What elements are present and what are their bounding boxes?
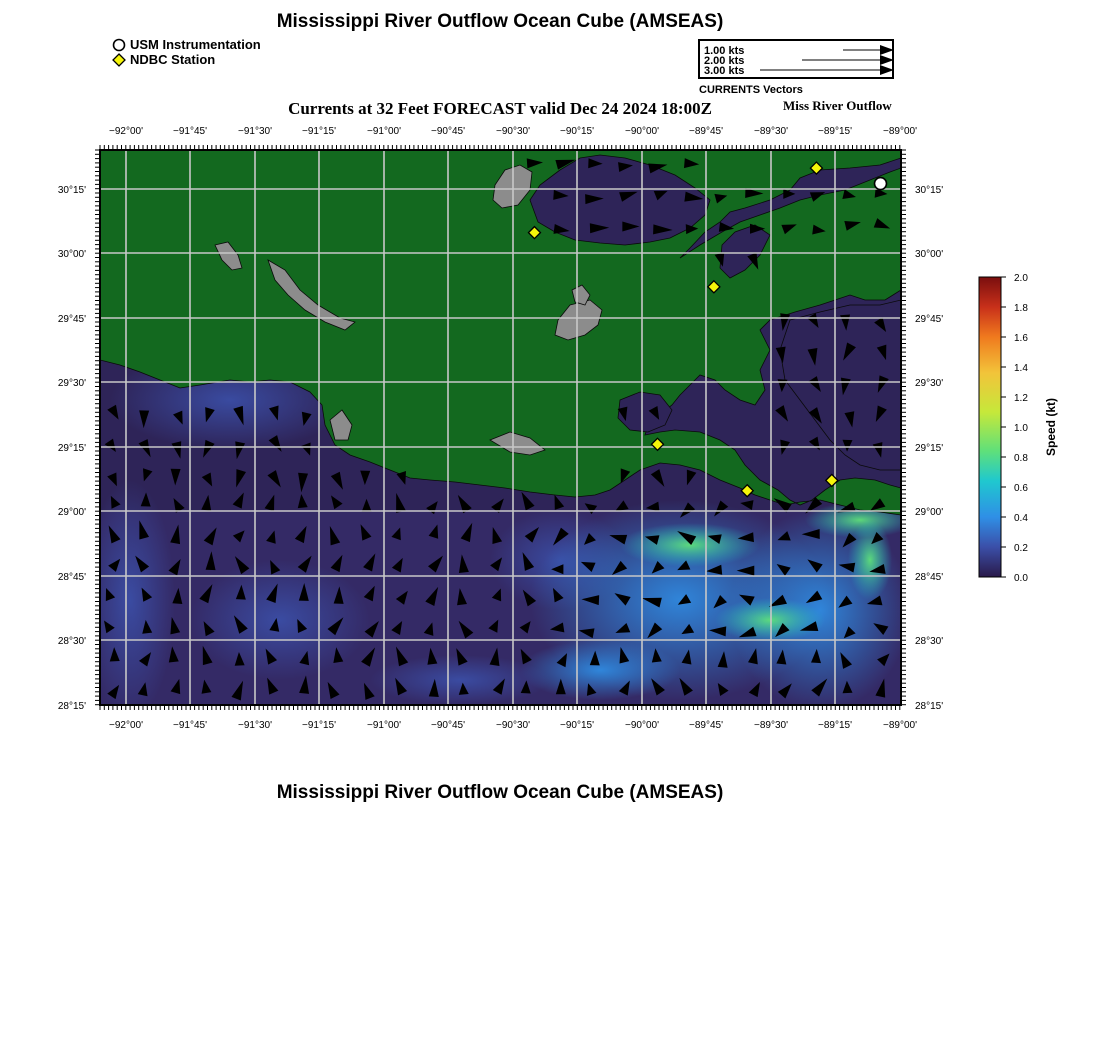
map-subtitle: Currents at 32 Feet FORECAST valid Dec 24 2024 18:00Z xyxy=(288,99,712,118)
lat-label: 29°45' xyxy=(915,314,944,325)
colorbar-label: 1.8 xyxy=(1014,303,1028,314)
lon-label: −91°15' xyxy=(302,126,336,137)
lat-label: 28°15' xyxy=(57,701,86,712)
lon-label: −89°30' xyxy=(754,720,788,731)
colorbar-label: 0.0 xyxy=(1014,573,1028,584)
region-label: Miss River Outflow xyxy=(783,98,892,113)
lon-label: −89°30' xyxy=(754,126,788,137)
colorbar-label: 0.2 xyxy=(1014,543,1028,554)
colorbar xyxy=(979,273,1058,584)
lat-label: 29°30' xyxy=(915,378,944,389)
lat-label: 30°15' xyxy=(57,185,86,196)
ocean-speed-patch xyxy=(715,598,825,642)
lat-label: 28°45' xyxy=(915,572,944,583)
lon-label: −91°00' xyxy=(367,720,401,731)
lon-label: −89°00' xyxy=(883,126,917,137)
lon-label: −89°45' xyxy=(689,720,723,731)
vector-key-row-1: 1.00 kts xyxy=(704,45,745,57)
page-title: Mississippi River Outflow Ocean Cube (AMSEAS) xyxy=(276,11,724,32)
lon-label: −89°00' xyxy=(883,720,917,731)
lon-label: −91°30' xyxy=(238,126,272,137)
lon-label: −92°00' xyxy=(109,126,143,137)
lon-label: −91°45' xyxy=(173,126,207,137)
colorbar-label: 2.0 xyxy=(1014,273,1028,284)
colorbar-label: 0.8 xyxy=(1014,453,1028,464)
lon-label: −90°45' xyxy=(431,126,465,137)
lat-label: 30°15' xyxy=(915,185,944,196)
lon-labels-top xyxy=(109,126,917,137)
lon-label: −90°45' xyxy=(431,720,465,731)
footer-title: Mississippi River Outflow Ocean Cube (AMSEAS) xyxy=(276,782,724,803)
colorbar-gradient xyxy=(979,277,1001,577)
legend-usm-label: USM Instrumentation xyxy=(130,37,261,52)
lon-label: −89°45' xyxy=(689,126,723,137)
lat-label: 28°15' xyxy=(915,701,944,712)
map-body xyxy=(85,150,915,720)
colorbar-label: 1.0 xyxy=(1014,423,1028,434)
lat-label: 30°00' xyxy=(915,249,944,260)
lat-label: 28°30' xyxy=(57,636,86,647)
lon-label: −90°00' xyxy=(625,720,659,731)
colorbar-label: 0.4 xyxy=(1014,513,1028,524)
ocean-speed-patch xyxy=(190,560,370,680)
ocean-speed-patch xyxy=(848,520,892,600)
lat-label: 29°00' xyxy=(915,507,944,518)
lon-label: −91°30' xyxy=(238,720,272,731)
lon-label: −91°00' xyxy=(367,126,401,137)
colorbar-label: 1.6 xyxy=(1014,333,1028,344)
lat-label: 30°00' xyxy=(57,249,86,260)
colorbar-label: 1.2 xyxy=(1014,393,1028,404)
lon-label: −89°15' xyxy=(818,720,852,731)
lat-label: 28°45' xyxy=(57,572,86,583)
lat-label: 29°15' xyxy=(915,443,944,454)
vector-key-row-3: 3.00 kts xyxy=(704,65,745,77)
ocean-speed-patch xyxy=(620,523,760,567)
usm-station-marker xyxy=(874,178,886,190)
lon-label: −89°15' xyxy=(818,126,852,137)
lon-label: −90°15' xyxy=(560,720,594,731)
lat-label: 29°45' xyxy=(57,314,86,325)
colorbar-ticks xyxy=(1001,277,1006,577)
colorbar-title: Speed (kt) xyxy=(1044,397,1058,457)
vector-key-caption: CURRENTS Vectors xyxy=(699,84,803,96)
lon-label: −90°00' xyxy=(625,126,659,137)
lat-labels-right xyxy=(915,185,943,712)
lon-label: −92°00' xyxy=(109,720,143,731)
lon-label: −91°45' xyxy=(173,720,207,731)
lat-label: 29°15' xyxy=(57,443,86,454)
colorbar-label: 1.4 xyxy=(1014,363,1028,374)
lon-label: −91°15' xyxy=(302,720,336,731)
lat-labels-left xyxy=(58,185,86,712)
colorbar-label: 0.6 xyxy=(1014,483,1028,494)
lat-label: 29°00' xyxy=(57,507,86,518)
lon-labels-bottom xyxy=(109,720,917,731)
lon-label: −90°15' xyxy=(560,126,594,137)
lon-label: −90°30' xyxy=(496,720,530,731)
lat-label: 28°30' xyxy=(915,636,944,647)
lon-label: −90°30' xyxy=(496,126,530,137)
legend-ndbc-label: NDBC Station xyxy=(130,52,216,67)
vector-key-row-2: 2.00 kts xyxy=(704,55,745,67)
lat-label: 29°30' xyxy=(57,378,86,389)
